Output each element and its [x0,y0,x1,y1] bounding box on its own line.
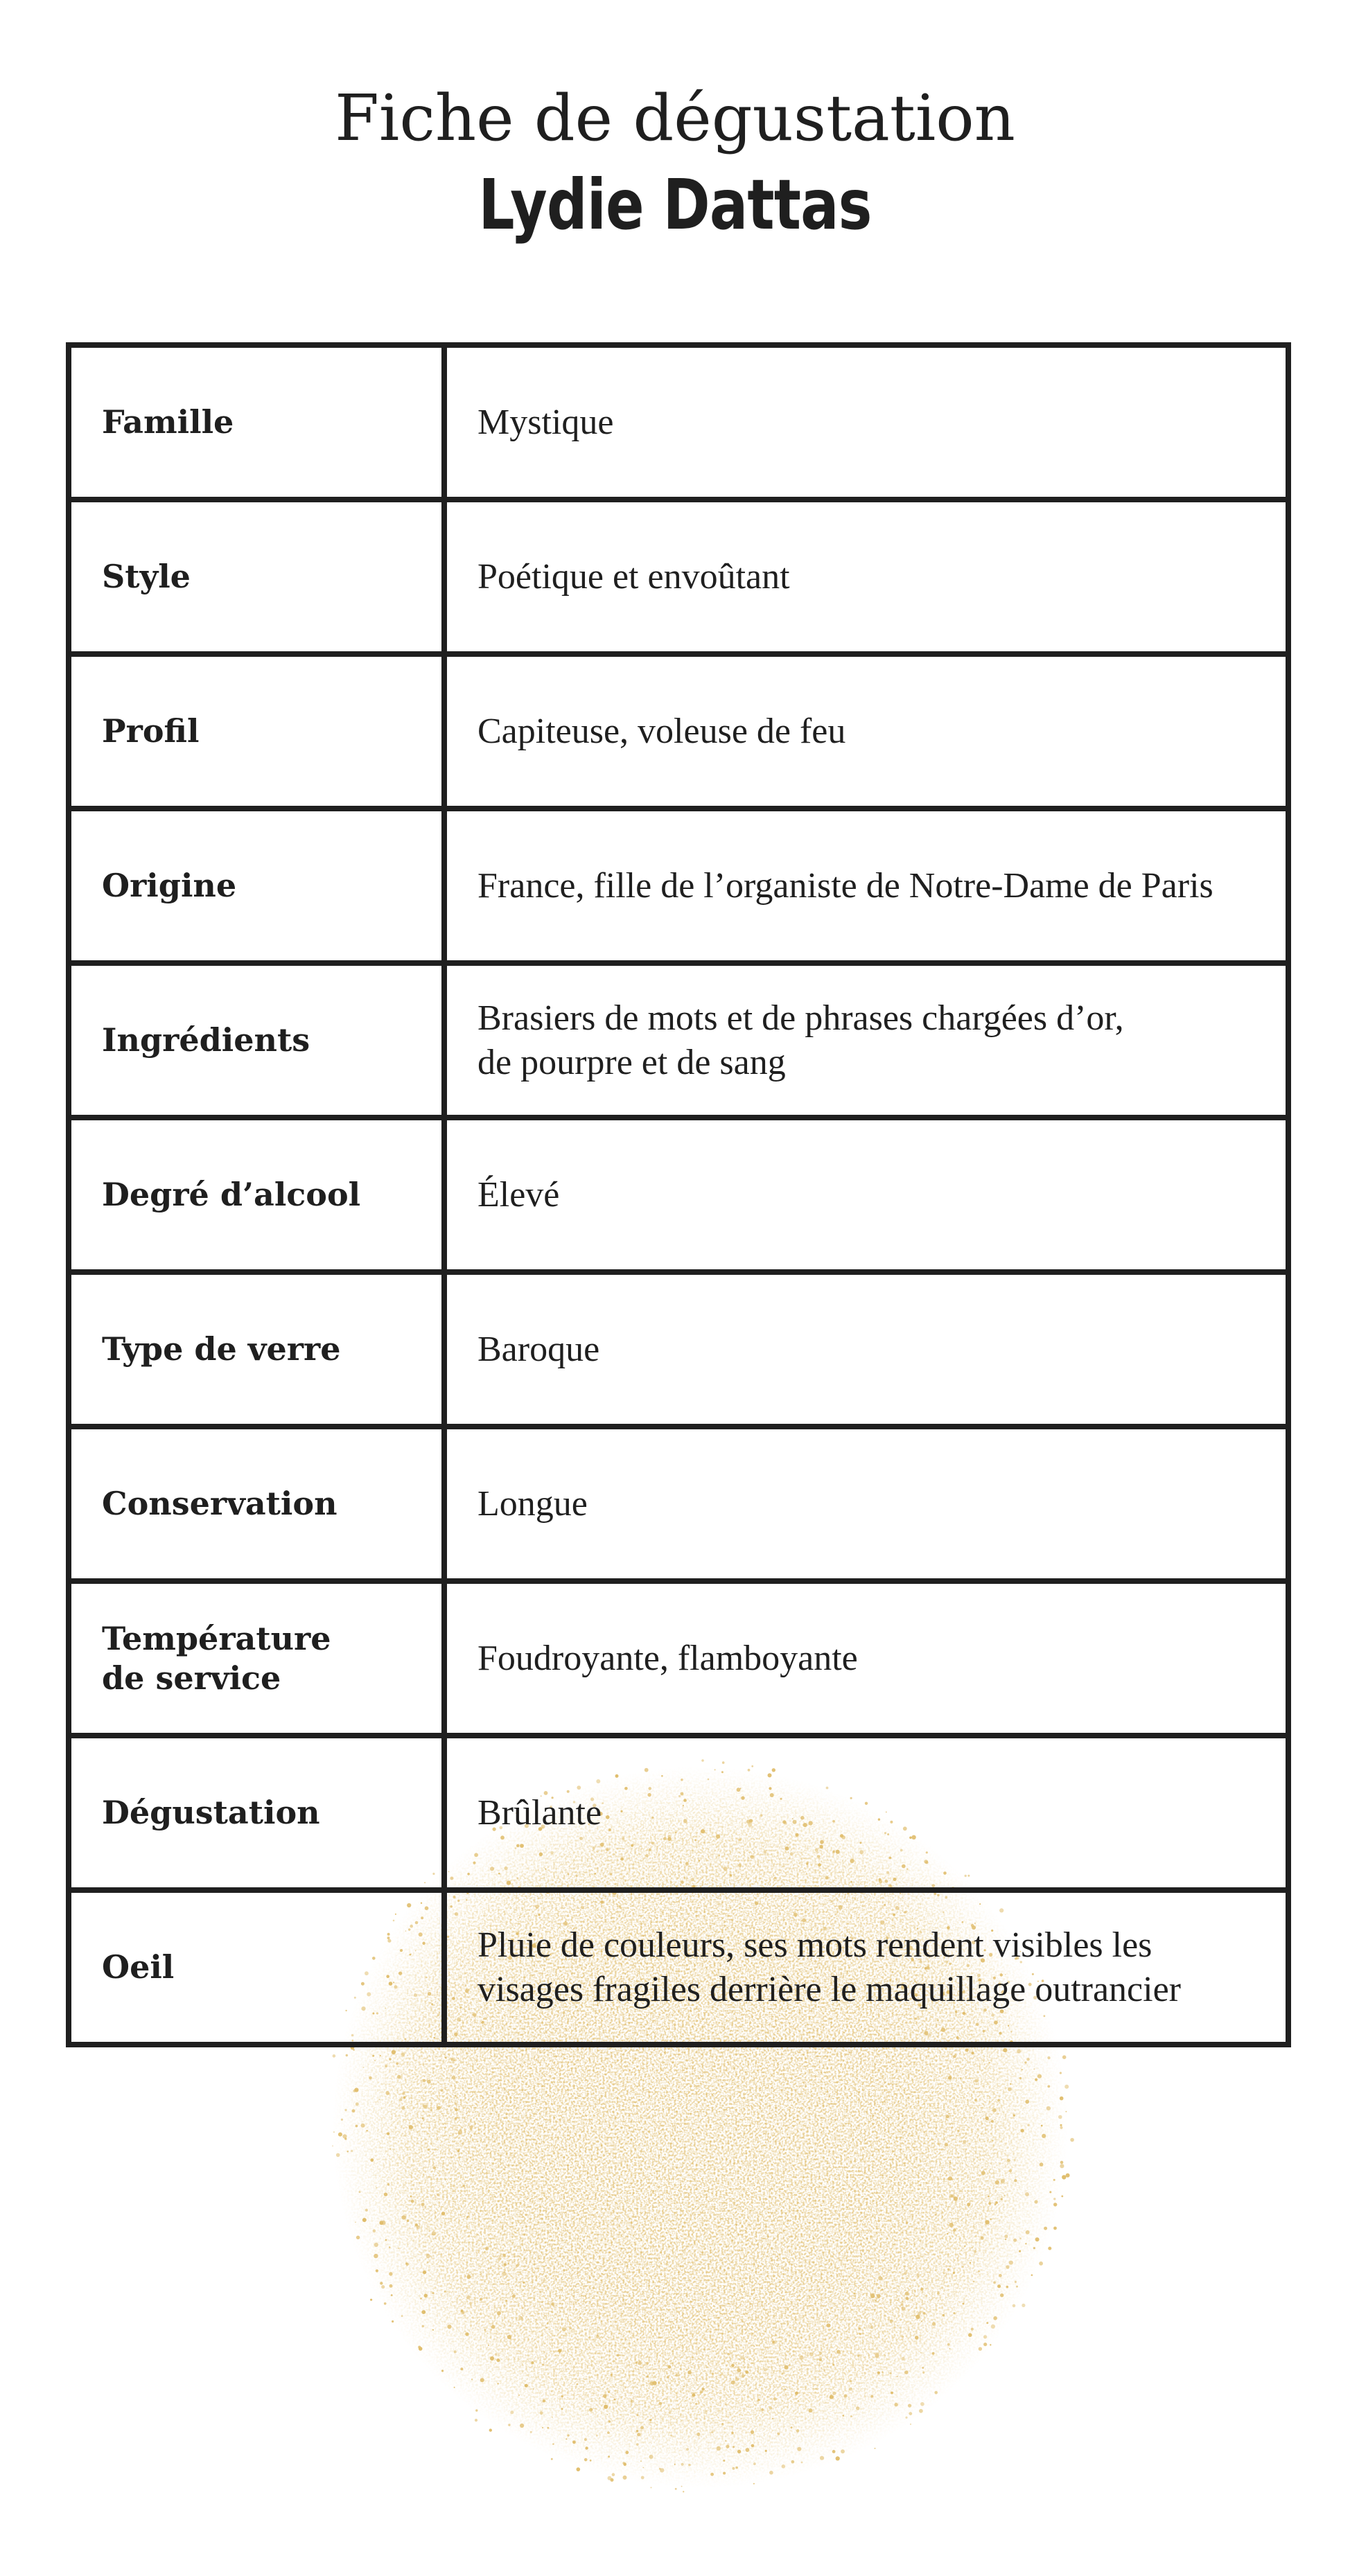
row-value: Élevé [444,1118,1288,1272]
row-label: Dégustation [69,1736,444,1890]
row-label: Style [69,500,444,654]
row-label: Type de verre [69,1272,444,1427]
row-label: Température de service [69,1581,444,1736]
tasting-sheet-table [66,342,1291,2047]
row-label: Famille [69,345,444,500]
table-row [69,1581,1288,1736]
table-row [69,1427,1288,1581]
row-value: Baroque [444,1272,1288,1427]
table-row [69,1736,1288,1890]
table-row [69,345,1288,500]
row-label: Conservation [69,1427,444,1581]
row-label: Ingrédients [69,963,444,1118]
table-row [69,963,1288,1118]
row-value: Foudroyante, flamboyante [444,1581,1288,1736]
row-value: Mystique [444,345,1288,500]
row-label: Profil [69,654,444,809]
row-value: Poétique et envoûtant [444,500,1288,654]
row-value: Brasiers de mots et de phrases chargées d’or, de pourpre et de sang [444,963,1288,1118]
page-title: Fiche de dégustation [335,81,1015,155]
row-label: Degré d’alcool [69,1118,444,1272]
row-value: Pluie de couleurs, ses mots rendent visibles les visages fragiles derrière le maquillage outrancier [444,1890,1288,2045]
table-row [69,1890,1288,2045]
table-row [69,500,1288,654]
row-value: Brûlante [444,1736,1288,1890]
row-label: Origine [69,809,444,963]
table-row [69,809,1288,963]
page-subtitle: Lydie Dattas [478,164,872,246]
table-row [69,1272,1288,1427]
row-label: Oeil [69,1890,444,2045]
row-value: Longue [444,1427,1288,1581]
row-value: Capiteuse, voleuse de feu [444,654,1288,809]
table-row [69,654,1288,809]
row-value: France, fille de l’organiste de Notre-Dame de Paris [444,809,1288,963]
table-row [69,1118,1288,1272]
